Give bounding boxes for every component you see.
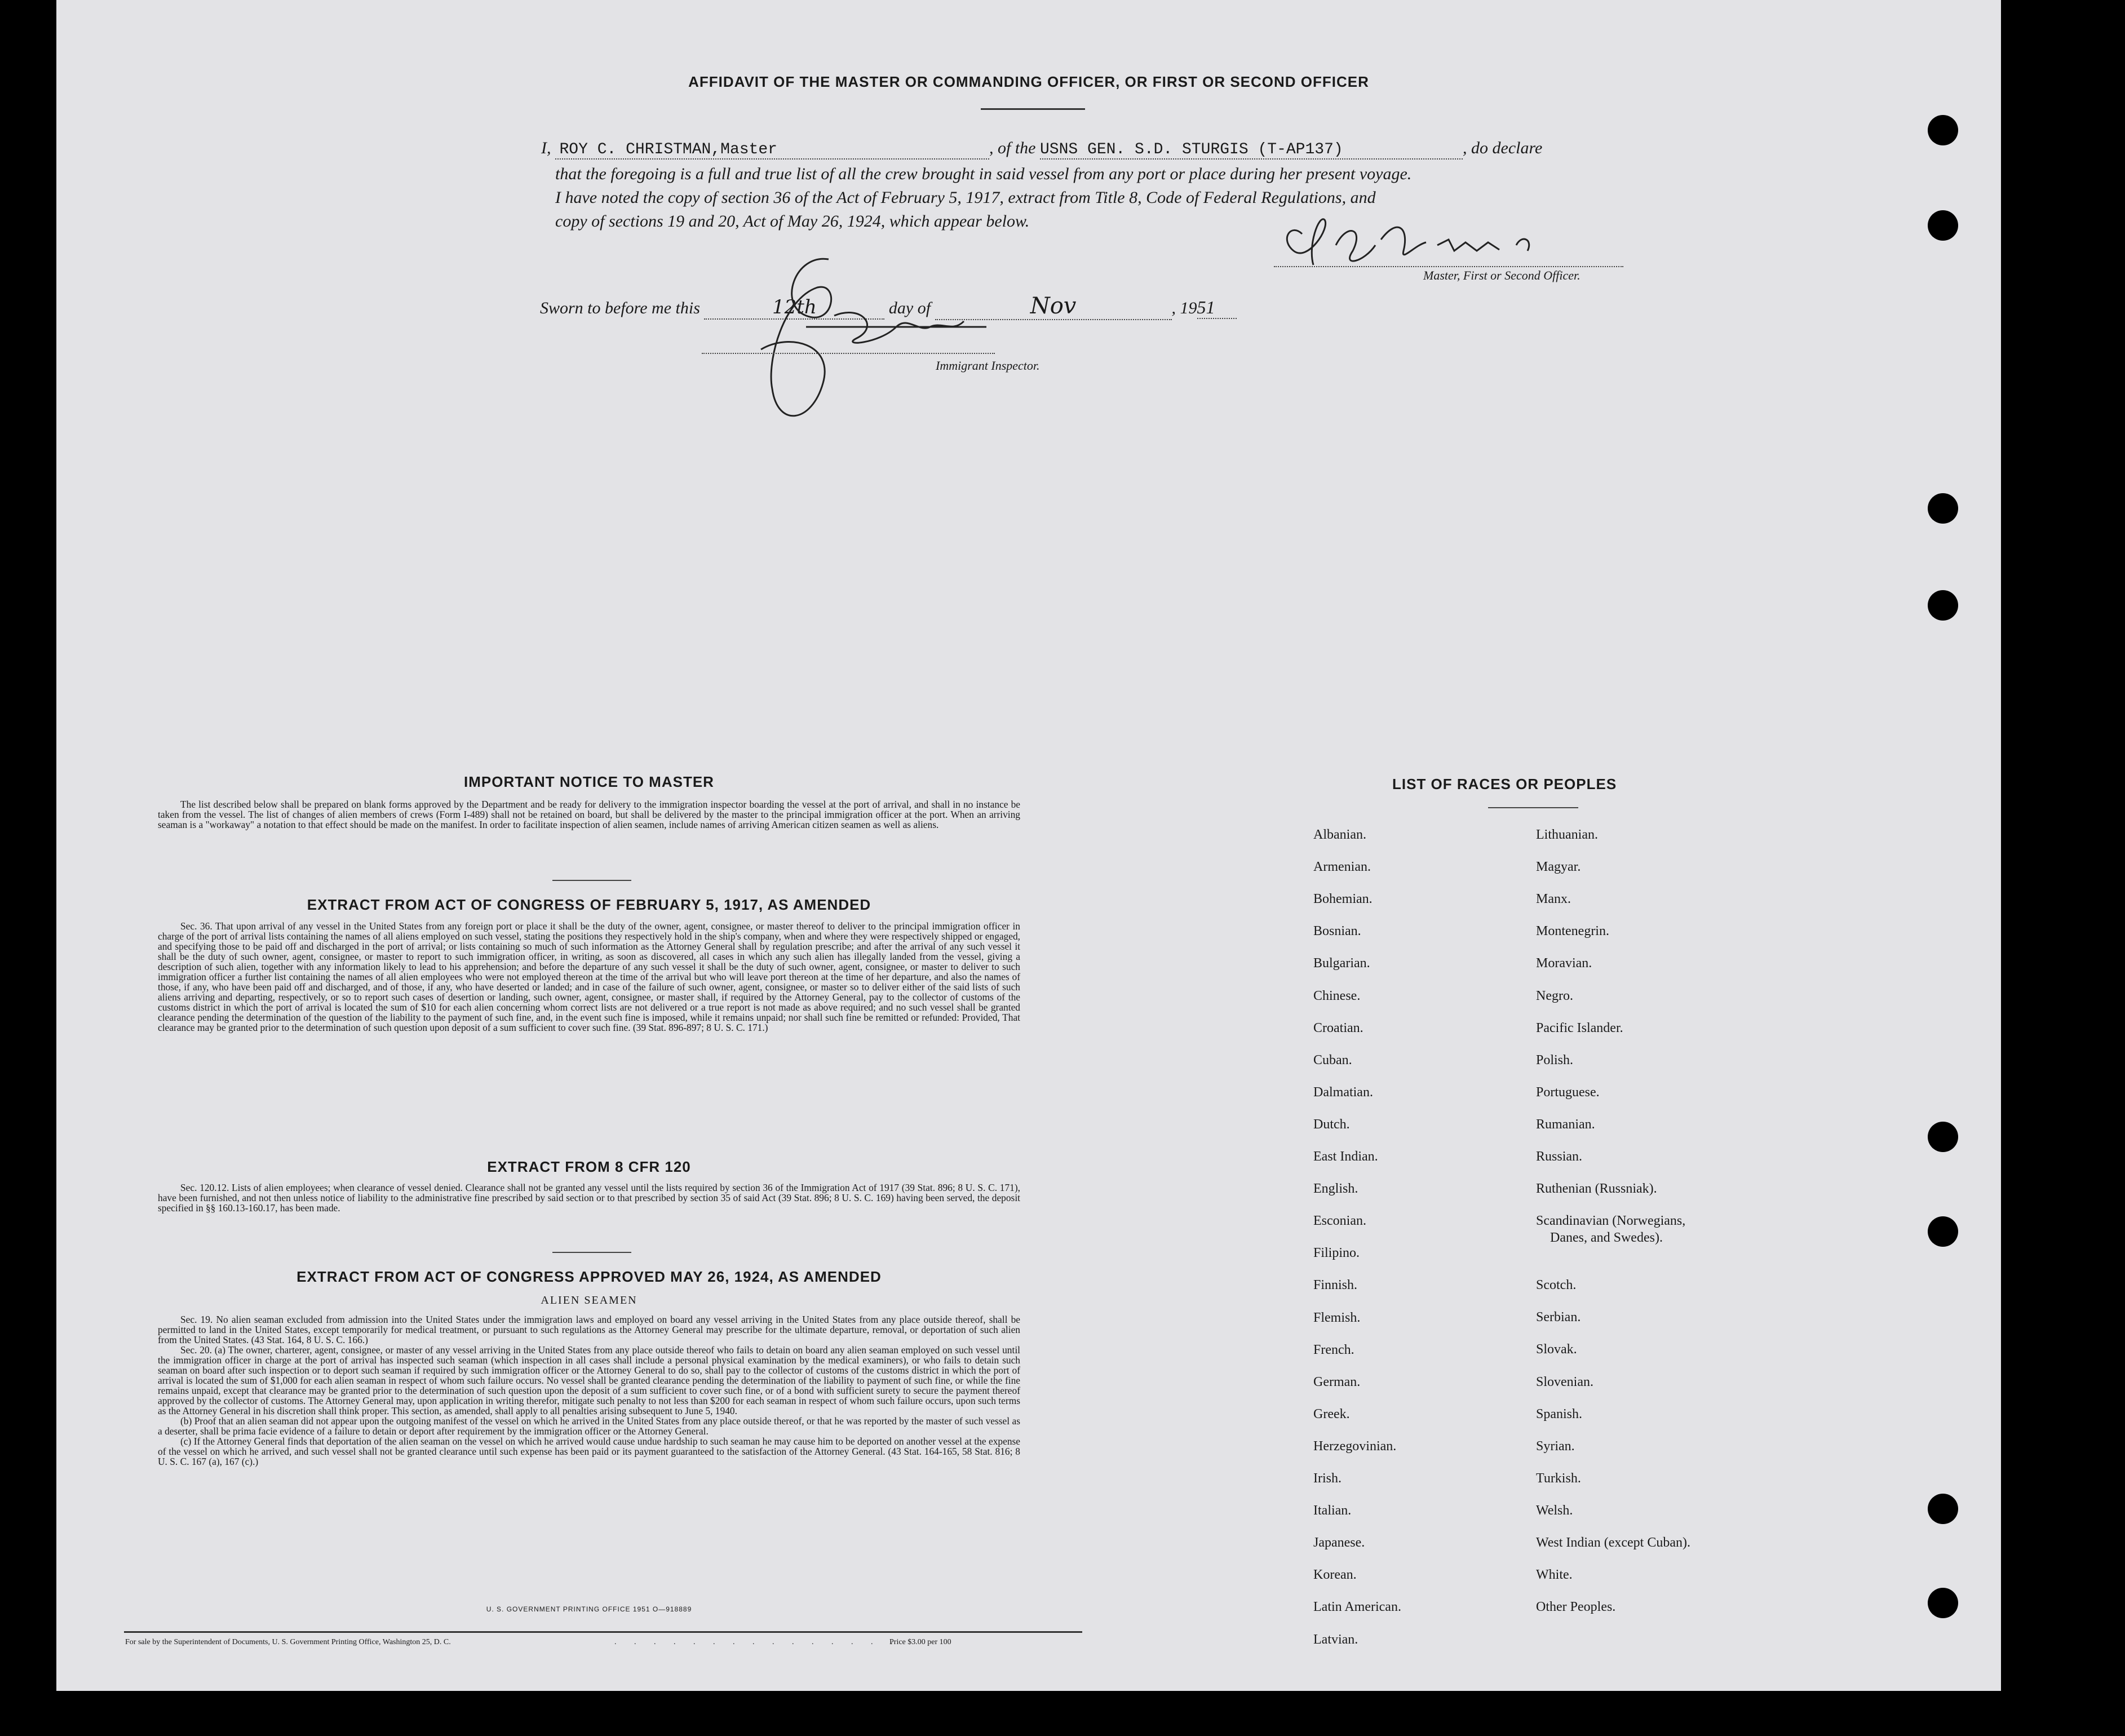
race-item: Lithuanian.: [1536, 827, 1598, 842]
punch-hole: [1928, 1216, 1958, 1247]
race-item: Portuguese.: [1536, 1084, 1600, 1100]
race-item: East Indian.: [1313, 1149, 1378, 1164]
of-the-label: , of the: [989, 139, 1036, 157]
race-item: White.: [1536, 1567, 1573, 1583]
race-item: German.: [1313, 1374, 1361, 1389]
footer-dot-leader: . . . . . . . . . . . . . . .: [614, 1638, 901, 1646]
race-item: Scandinavian (Norwegians,: [1536, 1214, 1686, 1229]
punch-hole: [1928, 115, 1958, 145]
intro-i: I,: [541, 139, 551, 157]
race-item: Finnish.: [1313, 1278, 1358, 1293]
race-item: Flemish.: [1313, 1310, 1361, 1325]
master-name-field: ROY C. CHRISTMAN,Master: [559, 141, 777, 158]
race-item: English.: [1313, 1181, 1358, 1197]
race-item: Chinese.: [1313, 988, 1361, 1003]
sec-20a-paragraph: Sec. 20. (a) The owner, charterer, agent, consignee, or master of any vessel arriving in the United States from any place outside thereof who fails to detain on board any alien seaman employed on such vessel until the immigration officer in charge at the port of arrival has inspected such seaman (which inspection in all cases shall include a personal physical examination by the medical examiners), or who fails to detain such seaman on board after such inspection or to deport such seaman if required by such immigration officer or the Attorney General to do so, shall pay to the collector of customs of the customs district in which the port of arrival is located the sum of $1,000 for each alien seaman in respect of whom such failure occurs. No vessel shall be granted clearance pending the determination of the liability to payment of such fine, or while the fine remains unpaid, except that clearance may be granted prior to the determination of such question upon the deposit of a sum sufficient to cover such fine, or of a bond with sufficient surety to secure the payment thereof approved by the collector of customs. The Attorney General may, upon application in writing therefor, mitigate such penalty to not less than $200 for each seaman in respect of whom such failure occurs, upon such terms as the Attorney General in his discretion shall think proper. This section, as amended, shall apply to all penalties arising subsequent to June 5, 1940.: [158, 1344, 1020, 1416]
race-item: Syrian.: [1536, 1438, 1575, 1454]
race-item: Welsh.: [1536, 1503, 1573, 1518]
vessel-name-field: USNS GEN. S.D. STURGIS (T-AP137): [1040, 141, 1343, 158]
race-item: Bosnian.: [1313, 924, 1361, 939]
race-item: Spanish.: [1536, 1406, 1583, 1421]
race-item: Dalmatian.: [1313, 1084, 1373, 1100]
master-signature-line: [1274, 265, 1623, 267]
race-item: Dutch.: [1313, 1117, 1350, 1132]
race-item: Korean.: [1313, 1567, 1357, 1583]
sworn-day-field: 12th: [772, 296, 817, 318]
extract-1924-title: EXTRACT FROM ACT OF CONGRESS APPROVED MAY 26, 1924, AS AMENDED: [296, 1268, 882, 1285]
race-item: Ruthenian (Russniak).: [1536, 1181, 1657, 1197]
race-item: Filipino.: [1313, 1246, 1360, 1261]
race-item: Danes, and Swedes).: [1550, 1230, 1663, 1246]
race-item: Italian.: [1313, 1503, 1352, 1518]
extract-cfr-paragraph: Sec. 120.12. Lists of alien employees; when clearance of vessel denied. Clearance shall not be granted any vessel until the lists required by section 36 of the Immigration Act of 1917 (39 Stat. 896; 8 U. S. C. 171), have been furnished, and not then unless notice of liability to the administrative fine prescribed by said section or to that prescribed by section 35 of said Act (39 Stat. 896; 8 U. S. C. 169) having been served, the deposit specified in §§ 160.13-160.17, has been made.: [158, 1182, 1020, 1214]
affidavit-line-3: I have noted the copy of section 36 of the Act of February 5, 1917, extract from Title 8, Code of Federal Regulations, and: [555, 188, 1376, 207]
race-item: Slovak.: [1536, 1342, 1577, 1357]
race-item: Turkish.: [1536, 1471, 1581, 1486]
title-rule: [981, 108, 1085, 110]
race-item: Other Peoples.: [1536, 1600, 1616, 1615]
day-of-label: day of: [888, 299, 931, 317]
footer-sale-text: For sale by the Superintendent of Documents, U. S. Government Printing Office, Washington 25, D. C.: [125, 1638, 451, 1646]
inspector-signature-line: [702, 352, 995, 354]
inspector-signature: [693, 248, 1009, 434]
race-item: Polish.: [1536, 1052, 1574, 1068]
notice-title: IMPORTANT NOTICE TO MASTER: [464, 773, 714, 790]
sworn-month-field: Nov: [1030, 293, 1077, 319]
race-item: French.: [1313, 1342, 1354, 1357]
affidavit-line-2: that the foregoing is a full and true list of all the crew brought in said vessel from any port or place during her present voyage.: [555, 165, 1412, 183]
race-item: Scotch.: [1536, 1278, 1577, 1293]
race-item: Herzegovinian.: [1313, 1438, 1397, 1454]
affidavit-line-1: [541, 139, 1542, 160]
race-item: Magyar.: [1536, 860, 1581, 875]
race-item: West Indian (except Cuban).: [1536, 1535, 1690, 1550]
sec-20b-paragraph: (b) Proof that an alien seaman did not appear upon the outgoing manifest of the vessel on which he arrived in the United States from any place outside thereof, or that he was reported by the master of such vessel as a deserter, shall be prima facie evidence of a failure to detain or deport after requirement by the immigration officer or the Attorney General.: [158, 1415, 1020, 1437]
race-item: Bulgarian.: [1313, 956, 1370, 971]
inspector-caption: Immigrant Inspector.: [936, 358, 1040, 373]
extract-1917-title: EXTRACT FROM ACT OF CONGRESS OF FEBRUARY 5, 1917, AS AMENDED: [307, 896, 871, 913]
punch-hole: [1928, 493, 1958, 524]
race-item: Japanese.: [1313, 1535, 1365, 1551]
race-item: Latvian.: [1313, 1632, 1358, 1647]
race-item: Esconian.: [1313, 1214, 1366, 1229]
punch-hole: [1928, 1494, 1958, 1524]
race-item: Russian.: [1536, 1149, 1583, 1164]
section-rule: [552, 880, 631, 881]
race-item: Bohemian.: [1313, 892, 1373, 907]
race-item: Pacific Islander.: [1536, 1020, 1623, 1035]
footer-price: Price $3.00 per 100: [889, 1638, 951, 1646]
extract-cfr-title: EXTRACT FROM 8 CFR 120: [487, 1158, 691, 1175]
race-item: Rumanian.: [1536, 1117, 1595, 1132]
punch-hole: [1928, 1588, 1958, 1618]
race-item: Slovenian.: [1536, 1374, 1593, 1389]
do-declare-label: , do declare: [1463, 139, 1543, 157]
extract-1924-paragraphs: [158, 1314, 1020, 1467]
notice-paragraph: The list described below shall be prepared on blank forms approved by the Department and be ready for delivery to the immigration inspector boarding the vessel at the port of arrival, and shall in no instance be taken from the vessel. The list of changes of alien members of crews (Form I-489) shall not be retained on board, but shall be delivered by the master to the principal immigration officer at the port. When an arriving seaman is a "workaway" a notation to that effect should be made on the manifest. In order to facilitate inspection of alien seamen, include names of arriving American citizen seamen as well as aliens.: [158, 799, 1020, 830]
sworn-label: Sworn to before me this: [540, 299, 700, 317]
races-title-rule: [1488, 807, 1578, 808]
race-item: Albanian.: [1313, 827, 1366, 842]
year-prefix: , 19: [1171, 299, 1197, 317]
race-item: Irish.: [1313, 1471, 1342, 1486]
affidavit-line-4: copy of sections 19 and 20, Act of May 26, 1924, which appear below.: [555, 212, 1030, 231]
extract-1917-paragraph: Sec. 36. That upon arrival of any vessel in the United States from any foreign port or place it shall be the duty of the owner, agent, consignee, or master thereof to deliver to the principal immigration officer in charge of the port of arrival lists containing the names of all aliens employed on such vessel, stating the positions they respectively hold in the ship's company, when and where they were respectively shipped or engaged, and specifying those to be paid off and discharged in the port of arrival; or lists containing so much of such information as the Attorney General shall by regulation prescribe; and after the arrival of any such vessel it shall be the duty of such owner, agent, consignee, or master to report to such immigration officer, in writing, as soon as discovered, all cases in which any such alien has illegally landed from the vessel, giving a description of such alien, together with any information likely to lead to his apprehension; and before the departure of any such vessel it shall be the duty of such owner, agent, consignee, or master to deliver to such immigration officer a further list containing the names of all alien employees who were not employed thereon at the time of the arrival but who will leave port thereon at the time of her departure, and also the names of those, if any, who have been paid off and discharged, and of those, if any, who have deserted or landed; and in case of the failure of such owner, agent, consignee, or master so to deliver either of the said lists of such aliens arriving and departing, respectively, or so to report such cases of desertion or landing, such owner, agent, consignee, or master shall, if required by the Attorney General, pay to the collector of customs of the customs district in which the port of arrival is located the sum of $10 for each alien concerning whom correct lists are not delivered or a true report is not made as above required; and no such vessel shall be granted clearance pending the determination of the question of the liability to the payment of such fine, and, in the event such fine is imposed, while it remains unpaid; nor shall such fine be remitted or refunded: Provided, That clearance may be granted prior to the determination of such question upon deposit of a sum sufficient to cover such fine. (39 Stat. 896-897; 8 U. S. C. 171.): [158, 920, 1020, 1033]
race-item: Latin American.: [1313, 1600, 1401, 1615]
races-title: LIST OF RACES OR PEOPLES: [1392, 776, 1617, 792]
race-item: Serbian.: [1536, 1310, 1581, 1325]
section-rule: [552, 1252, 631, 1253]
race-item: Cuban.: [1313, 1052, 1352, 1068]
footer-rule: [124, 1631, 1082, 1633]
master-caption: Master, First or Second Officer.: [1423, 268, 1581, 282]
race-item: Manx.: [1536, 892, 1571, 907]
affidavit-title: AFFIDAVIT OF THE MASTER OR COMMANDING OFFICER, OR FIRST OR SECOND OFFICER: [688, 73, 1369, 90]
gpo-imprint: U. S. GOVERNMENT PRINTING OFFICE 1951 O—918889: [486, 1605, 692, 1613]
race-item: Croatian.: [1313, 1020, 1363, 1035]
race-item: Negro.: [1536, 988, 1573, 1003]
race-item: Moravian.: [1536, 956, 1592, 971]
punch-hole: [1928, 210, 1958, 241]
race-item: Greek.: [1313, 1406, 1350, 1421]
punch-hole: [1928, 1122, 1958, 1152]
document-page: [56, 0, 2001, 1691]
sec-19-paragraph: Sec. 19. No alien seaman excluded from admission into the United States under the immigration laws and employed on board any vessel arriving in the United States from any place outside thereof, shall be permitted to land in the United States, except temporarily for medical treatment, or pursuant to such regulations as the Attorney General may prescribe for the ultimate departure, removal, or deportation of such alien from the United States. (43 Stat. 164, 8 U. S. C. 166.): [158, 1314, 1020, 1345]
race-item: Armenian.: [1313, 860, 1371, 875]
sworn-year-field: 51: [1197, 297, 1215, 317]
extract-1924-subtitle: ALIEN SEAMEN: [541, 1294, 638, 1307]
race-item: Montenegrin.: [1536, 924, 1609, 939]
sec-20c-paragraph: (c) If the Attorney General finds that deportation of the alien seaman on the vessel on which he arrived would cause undue hardship to such seaman he may cause him to be deported on another vessel at the expense of the vessel on which he arrived, and such vessel shall not be granted clearance until such expense has been paid or its payment guaranteed to the satisfaction of the Attorney General. (43 Stat. 164-165, 58 Stat. 816; 8 U. S. C. 167 (a), 167 (c).): [158, 1436, 1020, 1467]
punch-hole: [1928, 590, 1958, 621]
